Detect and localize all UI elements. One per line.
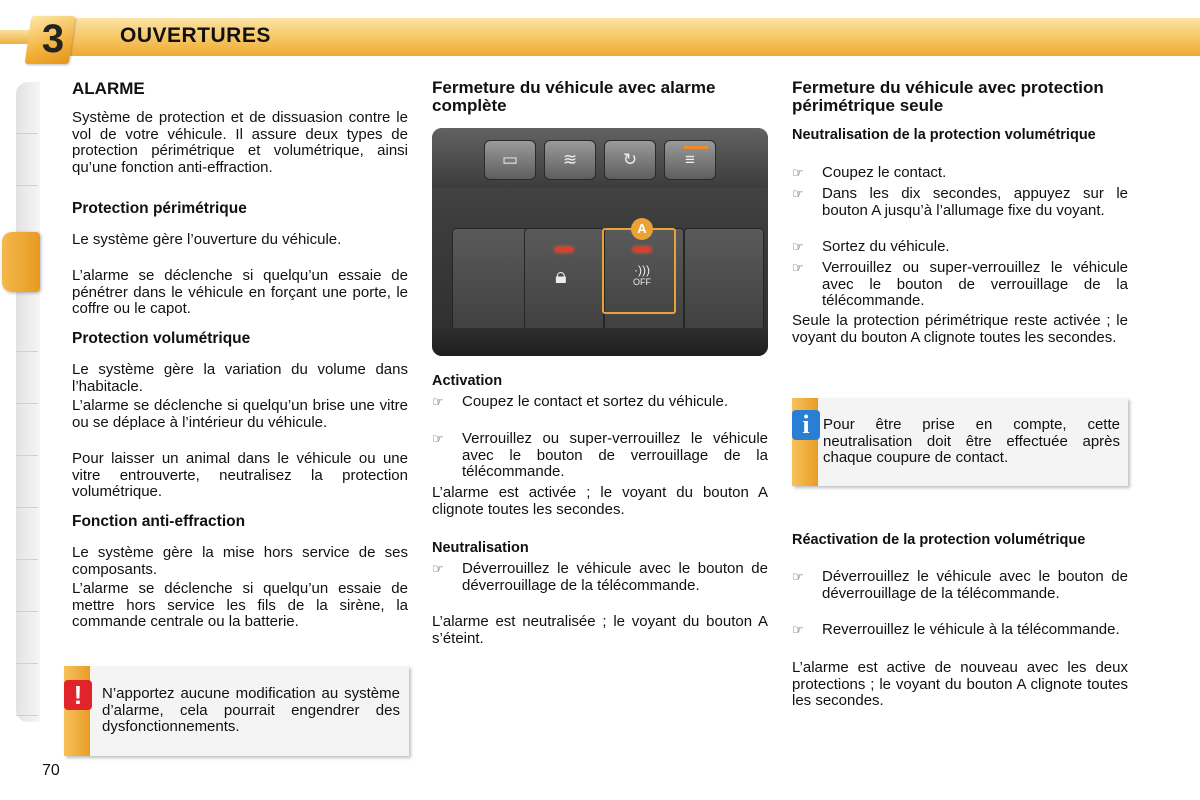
- side-tab[interactable]: [16, 352, 38, 404]
- heading-activation: Activation: [432, 373, 503, 389]
- pointing-hand-icon: ☞: [432, 431, 444, 446]
- rear-defrost-icon: ▭: [501, 150, 519, 169]
- side-tab[interactable]: [16, 508, 38, 560]
- pointing-hand-icon: ☞: [792, 186, 804, 201]
- side-tab[interactable]: [16, 404, 38, 456]
- dashboard-bottom-trim: [432, 328, 768, 356]
- list-item: ☞ Dans les dix secondes, appuyez sur le bouton A jusqu’à l’allumage fixe du voyant.: [792, 185, 1128, 219]
- info-icon: i: [792, 410, 820, 440]
- pointing-hand-icon: ☞: [792, 622, 804, 637]
- activation-result: L’alarme est activée ; le voyant du bouton A clignote toutes les secondes.: [432, 484, 768, 518]
- side-tab[interactable]: [16, 664, 38, 716]
- perim-paragraph-2: L’alarme se déclenche si quelqu’un essaie de pénétrer dans le véhicule en forçant une porte, le coffre ou le capot.: [72, 267, 408, 317]
- side-tab[interactable]: [16, 134, 38, 186]
- vol-paragraph-2: L’alarme se déclenche si quelqu’un brise une vitre ou se déplace à l’intérieur du véhicule.: [72, 397, 408, 431]
- list-item: ☞ Déverrouillez le véhicule avec le bouton de déverrouillage de la télécommande.: [792, 568, 1128, 602]
- lock-button-panel: [524, 228, 604, 340]
- alarm-wave-glyph: ·))): [634, 263, 650, 277]
- heated-seat-icon: ≡: [685, 150, 695, 169]
- warning-text: N’apportez aucune modification au système d’alarme, cela pourrait engendrer des dysfonctionnements.: [102, 685, 400, 735]
- lock-icon: 🔒︎: [555, 263, 567, 288]
- rear-defrost-button: [484, 140, 536, 180]
- pointing-hand-icon: ☞: [792, 165, 804, 180]
- dashboard-blank-panel-right: [684, 228, 764, 340]
- airflow-button: [544, 140, 596, 180]
- side-tab[interactable]: [16, 456, 38, 508]
- side-tab[interactable]: [16, 186, 38, 238]
- list-item: ☞ Reverrouillez le véhicule à la télécommande.: [792, 621, 1120, 638]
- list-item: ☞ Déverrouillez le véhicule avec le bouton de déverrouillage de la télécommande.: [432, 560, 768, 594]
- list-item: ☞ Verrouillez ou super-verrouillez le véhicule avec le bouton de verrouillage de la télécommande.: [792, 259, 1128, 309]
- info-callout: [792, 398, 1128, 486]
- dashboard-figure: [432, 128, 768, 356]
- neutralisation-volumetrique-result: Seule la protection périmétrique reste activée ; le voyant du bouton A clignote toutes les secondes.: [792, 312, 1128, 346]
- section-title-alarme: ALARME: [72, 79, 145, 98]
- page-number: 70: [42, 762, 60, 779]
- vol-paragraph-1: Le système gère la variation du volume dans l’habitacle.: [72, 361, 408, 395]
- pointing-hand-icon: ☞: [432, 394, 444, 409]
- heated-seat-indicator: [684, 146, 708, 149]
- heading-neutralisation: Neutralisation: [432, 540, 529, 556]
- reactivation-result: L’alarme est active de nouveau avec les deux protections ; le voyant du bouton A clignote toutes les secondes.: [792, 659, 1128, 709]
- lock-led: [555, 247, 573, 252]
- list-item: ☞ Sortez du véhicule.: [792, 238, 950, 255]
- pointing-hand-icon: ☞: [792, 239, 804, 254]
- pointing-hand-icon: ☞: [792, 569, 804, 584]
- side-tab[interactable]: [16, 612, 38, 664]
- pointing-hand-icon: ☞: [432, 561, 444, 576]
- dashboard-blank-panel: [452, 228, 532, 340]
- chapter-number: 3: [41, 17, 65, 61]
- alarme-intro: Système de protection et de dissuasion contre le vol de votre véhicule. Il assure deux types de protection périmétrique et volumétrique, ainsi qu’une fonction anti-effraction.: [72, 109, 408, 176]
- neutralisation-result: L’alarme est neutralisée ; le voyant du bouton A s’éteint.: [432, 613, 768, 647]
- anti-paragraph-2: L’alarme se déclenche si quelqu’un essaie de mettre hors service les fils de la sirène, la commande centrale ou la batterie.: [72, 580, 408, 630]
- airflow-icon: ≋: [562, 150, 578, 169]
- side-tab[interactable]: [16, 300, 38, 352]
- warning-icon: !: [64, 680, 92, 710]
- perim-paragraph-1: Le système gère l’ouverture du véhicule.: [72, 231, 342, 248]
- pointing-hand-icon: ☞: [792, 260, 804, 275]
- info-text: Pour être prise en compte, cette neutralisation doit être effectuée après chaque coupure de contact.: [823, 416, 1120, 466]
- side-tab[interactable]: [16, 560, 38, 612]
- side-tab[interactable]: [16, 82, 38, 134]
- section-title-perimetrique-seule: Fermeture du véhicule avec protection périmétrique seule: [792, 78, 1104, 115]
- page-title: OUVERTURES: [120, 24, 271, 47]
- heading-reactivation: Réactivation de la protection volumétrique: [792, 532, 1086, 548]
- recirculation-button: [604, 140, 656, 180]
- anti-paragraph-1: Le système gère la mise hors service de ses composants.: [72, 544, 408, 578]
- list-item: ☞ Verrouillez ou super-verrouillez le véhicule avec le bouton de verrouillage de la télécommande.: [432, 430, 768, 480]
- heading-anti-effraction: Fonction anti-effraction: [72, 513, 246, 530]
- list-item: ☞ Coupez le contact et sortez du véhicule.: [432, 393, 728, 410]
- button-a-label: A: [631, 218, 653, 240]
- alarm-off-label: OFF: [633, 277, 651, 287]
- dashboard-top-panel: [432, 128, 768, 188]
- recirculation-icon: ↻: [622, 150, 638, 169]
- warning-callout: [64, 666, 409, 756]
- heading-protection-perimetrique: Protection périmétrique: [72, 200, 247, 217]
- button-a-highlight: [602, 228, 676, 314]
- heading-protection-volumetrique: Protection volumétrique: [72, 330, 251, 347]
- section-title-alarme-complete: Fermeture du véhicule avec alarme complète: [432, 78, 716, 115]
- vol-paragraph-3: Pour laisser un animal dans le véhicule ou une vitre entrouverte, neutralisez la protection volumétrique.: [72, 450, 408, 500]
- list-item: ☞ Coupez le contact.: [792, 164, 947, 181]
- side-tab-active-chapter[interactable]: [2, 232, 40, 292]
- heading-neutralisation-volumetrique: Neutralisation de la protection volumétrique: [792, 127, 1096, 143]
